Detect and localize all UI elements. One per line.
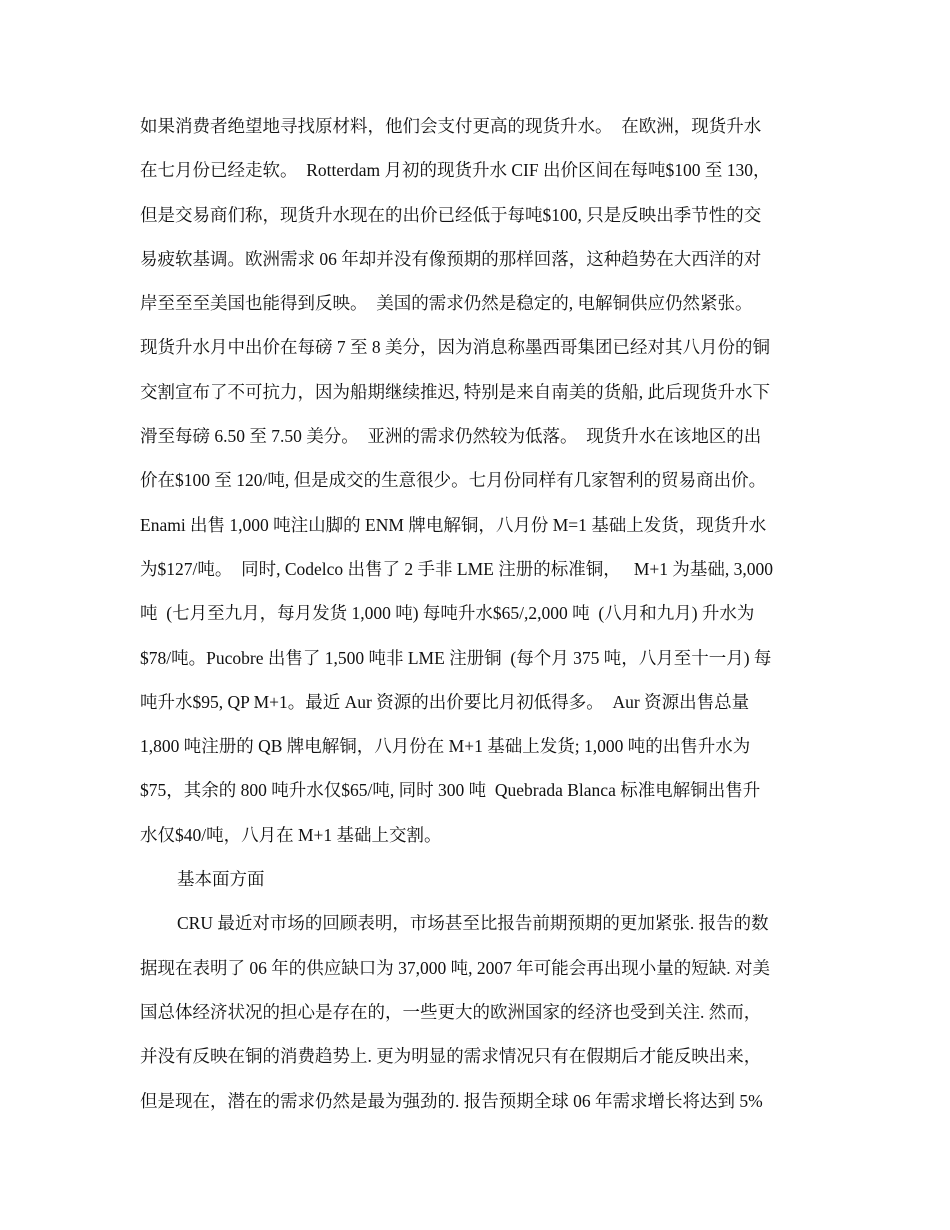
text-line: 吨 (七月至九月，每月发货 1,000 吨) 每吨升水$65/,2,000 吨 (八月和九月) 升水为 (140, 603, 755, 624)
text-line: Enami 出售 1,000 吨注山脚的 ENM 牌电解铜，八月份 M=1 基础上发货，现货升水 (140, 514, 767, 535)
section-heading: 基本面方面 (177, 869, 265, 890)
text-line: 易疲软基调。欧洲需求 06 年却并没有像预期的那样回落，这种趋势在大西洋的对 (140, 248, 762, 269)
text-line: 如果消费者绝望地寻找原材料，他们会支付更高的现货升水。 在欧洲，现货升水 (140, 116, 762, 136)
text-line: 为$127/吨。 同时, Codelco 出售了 2 手非 LME 注册的标准铜， M+1 为基础, 3,000 (140, 558, 774, 579)
text-line: 但是现在，潜在的需求仍然是最为强劲的. 报告预期全球 06 年需求增长将达到 5% (140, 1090, 763, 1111)
text-line: 在七月份已经走软。 Rotterdam 月初的现货升水 CIF 出价区间在每吨$100 至 130， (140, 160, 771, 181)
text-line: 据现在表明了 06 年的供应缺口为 37,000 吨, 2007 年可能会再出现小量的短缺. 对美 (140, 957, 770, 978)
text-line: CRU 最近对市场的回顾表明，市场甚至比报告前期预期的更加紧张. 报告的数 (177, 913, 769, 934)
text-line: $75，其余的 800 吨升水仅$65/吨, 同时 300 吨 Quebrada Blanca 标准电解铜出售升 (140, 780, 761, 801)
text-line: 吨升水$95, QP M+1。最近 Aur 资源的出价要比月初低得多。 Aur 资源出售总量 (140, 691, 750, 712)
fundamentals-heading (140, 857, 812, 901)
document-body (140, 104, 812, 1123)
text-line: 岸至至至美国也能得到反映。 美国的需求仍然是稳定的, 电解铜供应仍然紧张。 (140, 293, 753, 314)
market-paragraph (140, 104, 812, 857)
text-line: 价在$100 至 120/吨, 但是成交的生意很少。七月份同样有几家智利的贸易商出价。 (140, 470, 767, 491)
text-line: $78/吨。Pucobre 出售了 1,500 吨非 LME 注册铜 (每个月 375 吨，八月至十一月) 每 (140, 647, 772, 668)
text-line: 1,800 吨注册的 QB 牌电解铜，八月份在 M+1 基础上发货; 1,000 吨的出售升水为 (140, 736, 751, 757)
text-line: 水仅$40/吨，八月在 M+1 基础上交割。 (140, 824, 442, 845)
text-line: 现货升水月中出价在每磅 7 至 8 美分，因为消息称墨西哥集团已经对其八月份的铜 (140, 337, 770, 358)
text-line: 交割宣布了不可抗力，因为船期继续推迟, 特别是来自南美的货船, 此后现货升水下 (140, 381, 770, 402)
text-line: 国总体经济状况的担心是存在的，一些更大的欧洲国家的经济也受到关注. 然而， (140, 1001, 762, 1022)
text-line: 并没有反映在铜的消费趋势上. 更为明显的需求情况只有在假期后才能反映出来， (140, 1046, 762, 1067)
text-line: 滑至每磅 6.50 至 7.50 美分。 亚洲的需求仍然较为低落。 现货升水在该地区的出 (140, 426, 762, 447)
fundamentals-paragraph (140, 901, 812, 1122)
text-line: 但是交易商们称，现货升水现在的出价已经低于每吨$100, 只是反映出季节性的交 (140, 204, 762, 225)
